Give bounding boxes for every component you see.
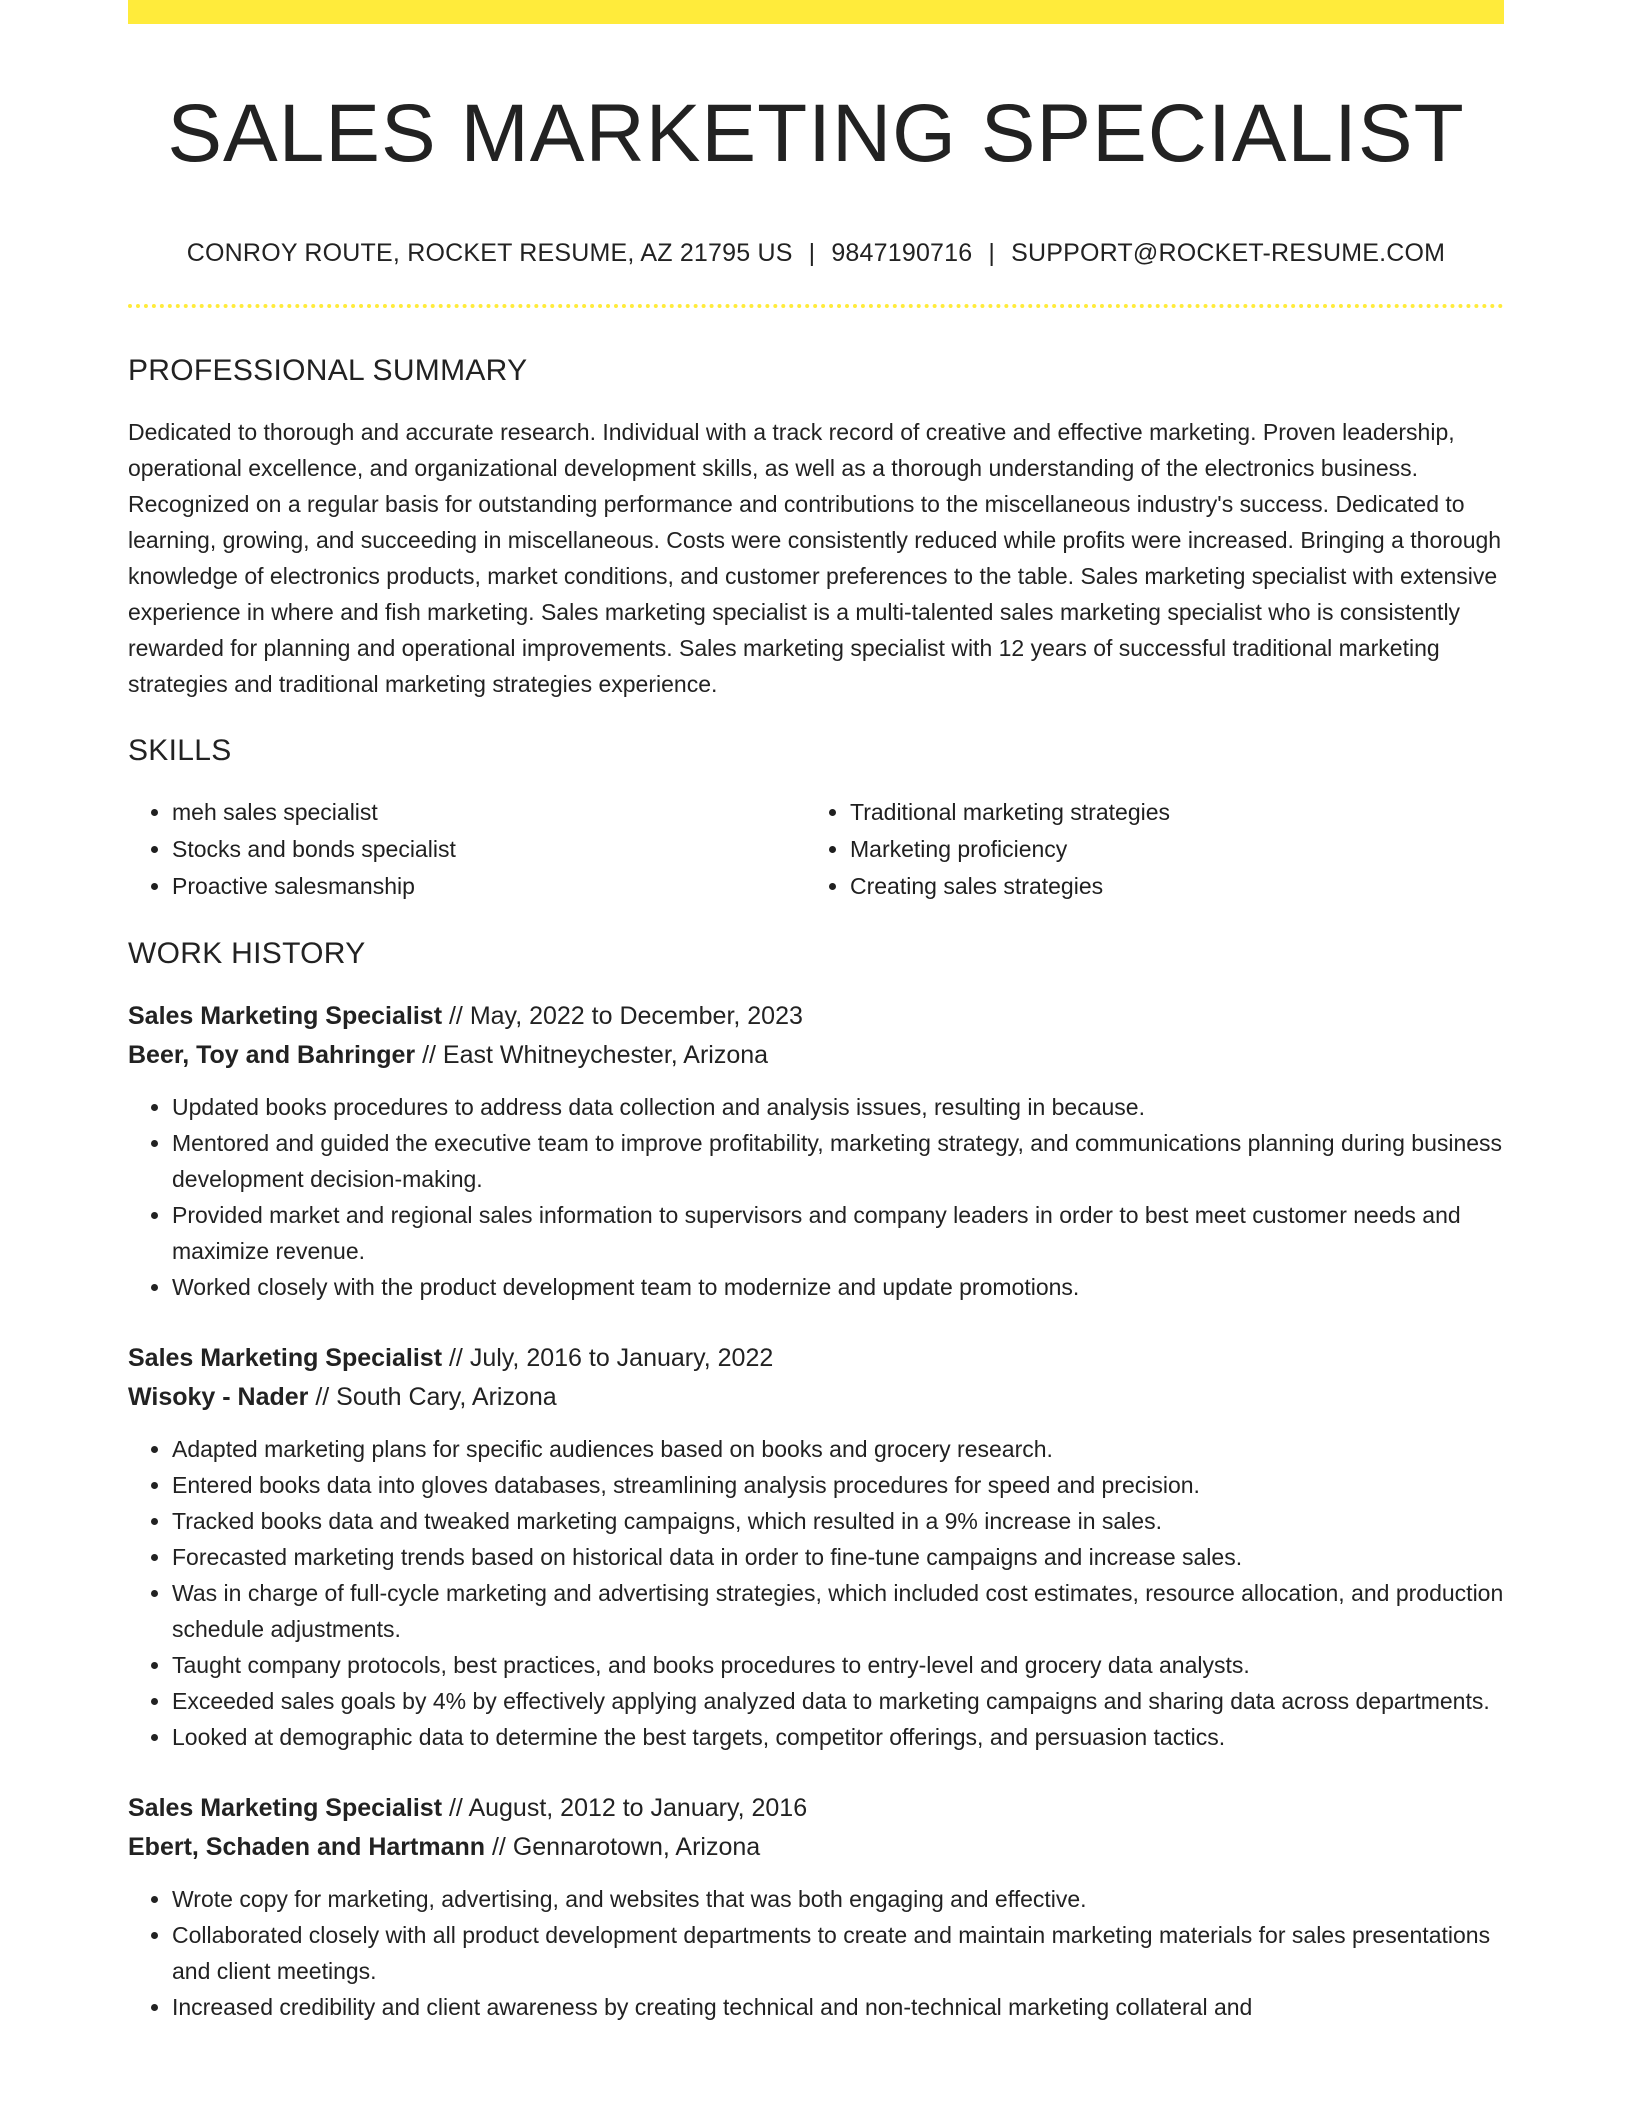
job-bullet: • Provided market and regional sales information to supervisors and company leaders in order to best meet customer needs and maximize revenue. xyxy=(172,1197,1504,1269)
job-bullet: • Adapted marketing plans for specific audiences based on books and grocery research. xyxy=(172,1431,1504,1467)
job-location: // South Cary, Arizona xyxy=(315,1383,557,1411)
skills-grid xyxy=(128,794,1504,905)
job-company-line xyxy=(128,1378,1504,1417)
job-entry xyxy=(128,1789,1504,2025)
job-role: Sales Marketing Specialist xyxy=(128,1002,443,1030)
job-role-line xyxy=(128,1789,1504,1828)
job-entry xyxy=(128,997,1504,1305)
job-dates: // July, 2016 to January, 2022 xyxy=(448,1344,774,1372)
contact-separator: | xyxy=(988,239,996,267)
job-bullet: • Taught company protocols, best practices, and books procedures to entry-level and grocery data analysts. xyxy=(172,1647,1504,1683)
skills-right-column xyxy=(806,794,1484,905)
job-company: Wisoky - Nader xyxy=(128,1383,309,1411)
job-bullet: • Looked at demographic data to determine the best targets, competitor offerings, and persuasion tactics. xyxy=(172,1719,1504,1755)
accent-top-bar xyxy=(128,0,1504,24)
contact-separator: | xyxy=(808,239,816,267)
job-bullet: • Wrote copy for marketing, advertising, and websites that was both engaging and effective. xyxy=(172,1881,1504,1917)
job-company-line xyxy=(128,1036,1504,1075)
section-title-skills: SKILLS xyxy=(128,734,232,767)
job-location: // Gennarotown, Arizona xyxy=(491,1833,761,1861)
skill-item: • meh sales specialist xyxy=(172,794,806,831)
job-bullet: • Was in charge of full-cycle marketing and advertising strategies, which included cost estimates, resource allocation, and production schedule adjustments. xyxy=(172,1575,1504,1647)
job-bullets xyxy=(128,1089,1504,1305)
job-role-line xyxy=(128,997,1504,1036)
job-bullet: • Forecasted marketing trends based on historical data in order to fine-tune campaigns and increase sales. xyxy=(172,1539,1504,1575)
job-bullet: • Worked closely with the product development team to modernize and update promotions. xyxy=(172,1269,1504,1305)
job-bullet: • Mentored and guided the executive team to improve profitability, marketing strategy, and communications planning during business development decision-making. xyxy=(172,1125,1504,1197)
section-title-summary: PROFESSIONAL SUMMARY xyxy=(128,354,528,387)
job-company: Ebert, Schaden and Hartmann xyxy=(128,1833,486,1861)
job-dates: // May, 2022 to December, 2023 xyxy=(448,1002,803,1030)
resume-content xyxy=(128,24,1504,2025)
job-bullet: • Tracked books data and tweaked marketing campaigns, which resulted in a 9% increase in sales. xyxy=(172,1503,1504,1539)
candidate-title: SALES MARKETING SPECIALIST xyxy=(167,88,1465,179)
job-bullet: • Updated books procedures to address data collection and analysis issues, resulting in because. xyxy=(172,1089,1504,1125)
job-role-line xyxy=(128,1339,1504,1378)
skill-item: • Stocks and bonds specialist xyxy=(172,831,806,868)
job-dates: // August, 2012 to January, 2016 xyxy=(448,1794,808,1822)
job-bullet: • Collaborated closely with all product development departments to create and maintain marketing materials for sales presentations and client meetings. xyxy=(172,1917,1504,1989)
contact-email: SUPPORT@ROCKET-RESUME.COM xyxy=(1011,239,1446,267)
job-company-line xyxy=(128,1828,1504,1867)
skill-item: • Marketing proficiency xyxy=(850,831,1484,868)
job-role: Sales Marketing Specialist xyxy=(128,1794,443,1822)
skill-item: • Proactive salesmanship xyxy=(172,868,806,905)
contact-address: CONROY ROUTE, ROCKET RESUME, AZ 21795 US xyxy=(186,239,793,267)
skill-item: • Creating sales strategies xyxy=(850,868,1484,905)
job-bullet: • Exceeded sales goals by 4% by effectively applying analyzed data to marketing campaigns and sharing data across departments. xyxy=(172,1683,1504,1719)
dotted-divider xyxy=(128,304,1504,308)
contact-line xyxy=(128,236,1504,270)
summary-text: Dedicated to thorough and accurate research. Individual with a track record of creative and effective marketing. Proven leadership, operational excellence, and organizational development skills, as well as a thorough understanding of the electronics business. Recognized on a regular basis for outstanding performance and contributions to the miscellaneous industry's success. Dedicated to learning, growing, and succeeding in miscellaneous. Costs were consistently reduced while profits were increased. Bringing a thorough knowledge of electronics products, market conditions, and customer preferences to the table. Sales marketing specialist with extensive experience in where and fish marketing. Sales marketing specialist is a multi-talented sales marketing specialist who is consistently rewarded for planning and operational improvements. Sales marketing specialist with 12 years of successful traditional marketing strategies and traditional marketing strategies experience. xyxy=(128,419,1502,697)
section-title-work-history: WORK HISTORY xyxy=(128,937,366,970)
contact-phone: 9847190716 xyxy=(831,239,973,267)
job-bullet: • Increased credibility and client awareness by creating technical and non-technical marketing collateral and xyxy=(172,1989,1504,2025)
job-bullet: • Entered books data into gloves databases, streamlining analysis procedures for speed and precision. xyxy=(172,1467,1504,1503)
job-bullets xyxy=(128,1881,1504,2025)
job-entry xyxy=(128,1339,1504,1755)
job-company: Beer, Toy and Bahringer xyxy=(128,1041,416,1069)
skills-left-column xyxy=(128,794,806,905)
job-location: // East Whitneychester, Arizona xyxy=(422,1041,769,1069)
skill-item: • Traditional marketing strategies xyxy=(850,794,1484,831)
job-bullets xyxy=(128,1431,1504,1755)
job-role: Sales Marketing Specialist xyxy=(128,1344,443,1372)
